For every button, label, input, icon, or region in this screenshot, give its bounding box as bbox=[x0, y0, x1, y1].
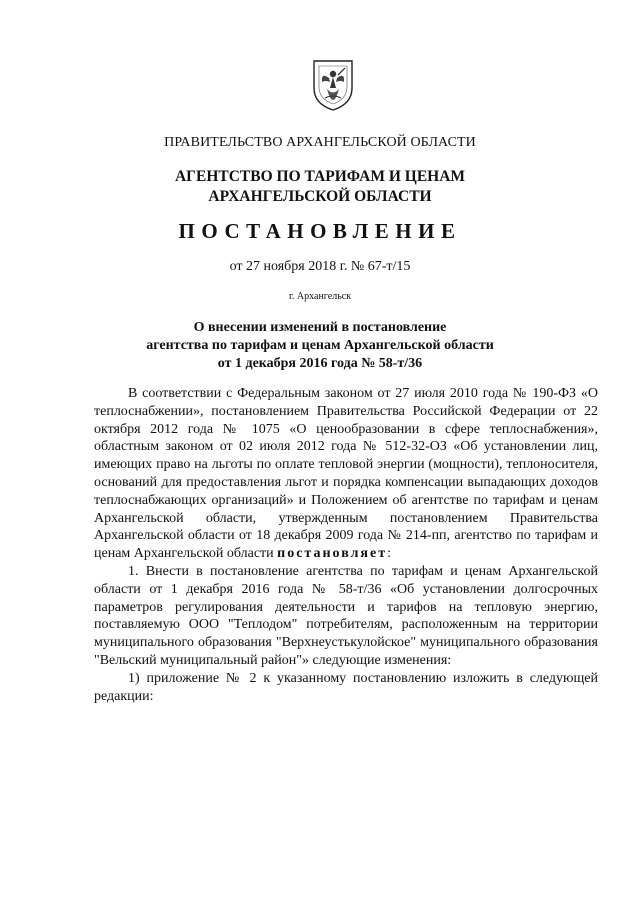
agency-title bbox=[0, 167, 640, 207]
subject-line3: от 1 декабря 2016 года № 58-т/36 bbox=[217, 356, 423, 371]
document-body bbox=[94, 385, 598, 705]
government-title: ПРАВИТЕЛЬСТВО АРХАНГЕЛЬСКОЙ ОБЛАСТИ bbox=[164, 135, 476, 150]
city-name: г. Архангельск bbox=[288, 291, 352, 302]
agency-title-line1: АГЕНТСТВО ПО ТАРИФАМ И ЦЕНАМ bbox=[174, 168, 466, 185]
preamble-paragraph: В соответствии с Федеральным законом от 27 июля 2010 года № 190-ФЗ «О теплоснабжении», постановлением Правительства Российской Федерации от 22 октября 2012 года № 1075 «О ценообразовании в сфере теплоснабжения», областным законом от 02 июля 2012 года № 512-32-ОЗ «Об установлении лиц, имеющих право на льготы по оплате тепловой энергии (мощности), теплоносителя, оснований для предоставления льгот и порядка компенсации выпадающих доходов теплоснабжающих организаций» и Положением об агентстве по тарифам и ценам Архангельской области, утвержденным постановлением Правительства Архангельской области от 18 декабря 2009 года № 214-пп, агентство по тарифам и ценам Архангельской области постановляет: bbox=[94, 386, 598, 562]
subject-line2: агентства по тарифам и ценам Архангельской области bbox=[146, 338, 494, 353]
subject-line1: О внесении изменений в постановление bbox=[193, 320, 447, 335]
resolves-word: постановляет bbox=[277, 546, 388, 562]
coat-of-arms-icon bbox=[311, 58, 355, 112]
document-subject bbox=[0, 319, 640, 373]
preamble-text: В соответствии с Федеральным законом от 27 июля 2010 года № 190-ФЗ «О теплоснабжении», постановлением Правительства Российской Федерации от 22 октября 2012 года № 1075 «О ценообразовании в сфере теплоснабжения», областным законом от 02 июля 2012 года № 512-32-ОЗ «Об установлении лиц, имеющих право на льготы по оплате тепловой энергии (мощности), теплоносителя, оснований для предоставления льгот и порядка компенсации выпадающих доходов теплоснабжающих организаций» и Положением об агентстве по тарифам и ценам Архангельской области, утвержденным постановлением Правительства Архангельской области от 18 декабря 2009 года № 214-пп, агентство по тарифам и ценам Архангельской области bbox=[94, 386, 598, 562]
agency-title-line2: АРХАНГЕЛЬСКОЙ ОБЛАСТИ bbox=[208, 188, 432, 205]
subclause-1-paragraph: 1) приложение № 2 к указанному постановлению изложить в следующей редакции: bbox=[94, 670, 598, 704]
clause-1-paragraph: 1. Внести в постановление агентства по тарифам и ценам Архангельской области от 1 декабря 2016 года № 58-т/36 «Об установлении долгосрочных параметров регулирования деятельности и тарифов на тепловую энергию, поставляемую ООО "Теплодом" потребителям, расположенным на территории муниципального образования "Верхнеустькулойское" муниципального образования "Вельский муниципальный район"» следующие изменения: bbox=[94, 563, 598, 668]
date-and-number: от 27 ноября 2018 г. № 67-т/15 bbox=[229, 259, 411, 274]
document-type: ПОСТАНОВЛЕНИЕ bbox=[178, 219, 462, 243]
